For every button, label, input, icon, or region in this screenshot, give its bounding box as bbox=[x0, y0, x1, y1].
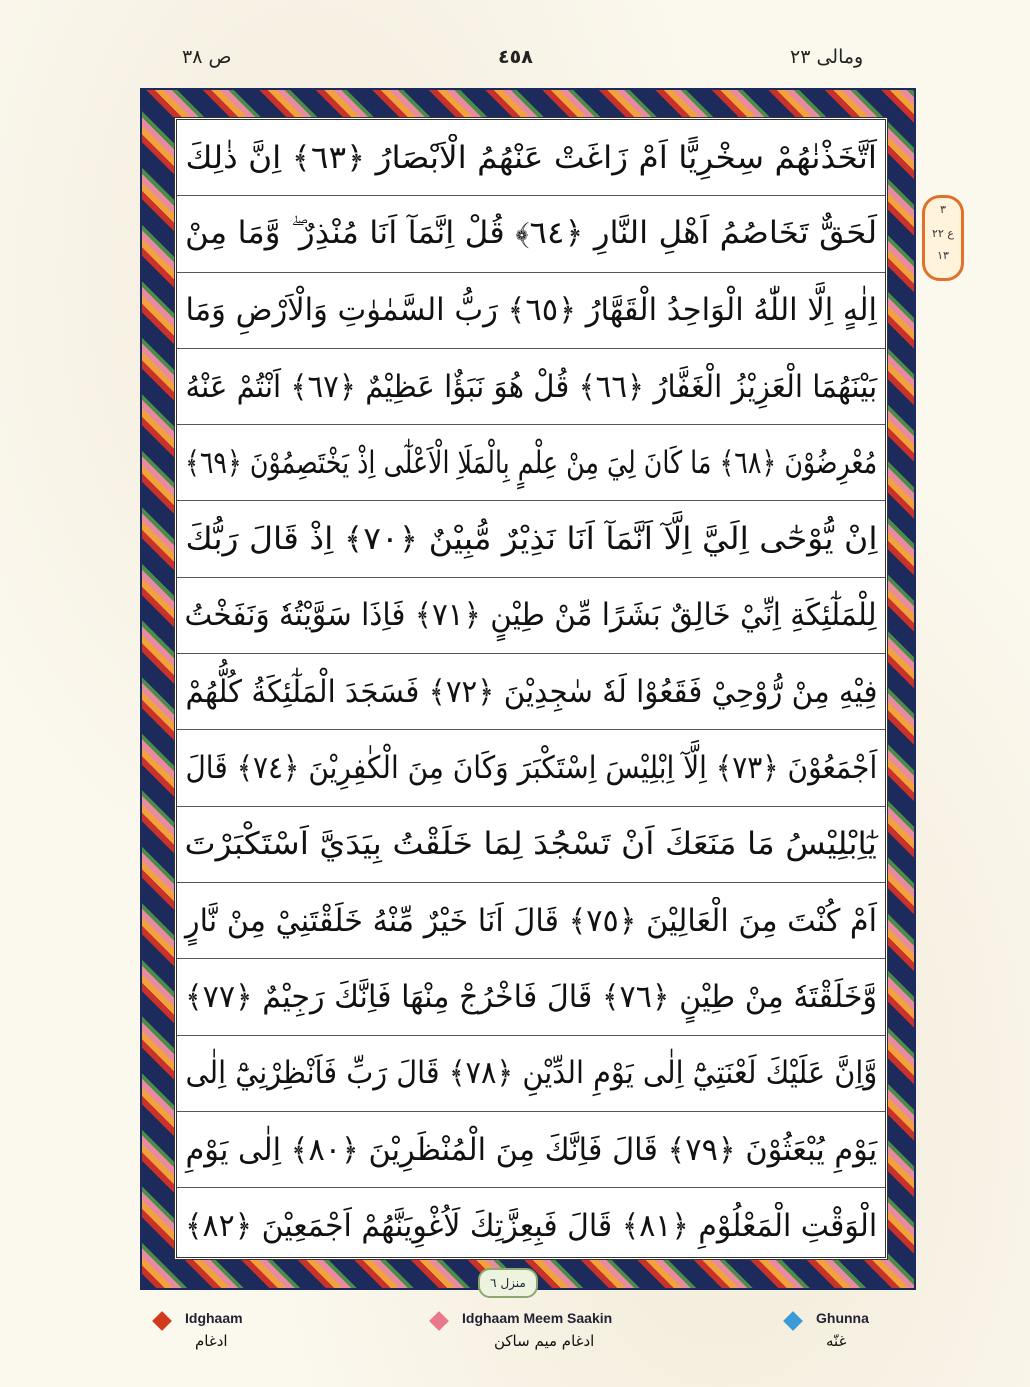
text-line bbox=[177, 959, 885, 1035]
line-text: يَوْمِ يُبْعَثُوْنَ ﴿٧٩﴾ قَالَ فَاِنَّكَ مِنَ الْمُنْظَرِيْنَ ﴿٨٠﴾ اِلٰى يَوْمِ bbox=[185, 1131, 877, 1168]
line-text: لِلْمَلٰٓئِكَةِ اِنِّيْ خَالِقٌ بَشَرًا مِّنْ طِيْنٍ ﴿٧١﴾ فَاِذَا سَوَّيْتُهٗ وَنَفَخْتُ bbox=[184, 597, 878, 634]
line-text: فِيْهِ مِنْ رُّوْحِيْ فَقَعُوْا لَهٗ سٰجِدِيْنَ ﴿٧٢﴾ فَسَجَدَ الْمَلٰٓئِكَةُ كُلُّهُمْ bbox=[185, 673, 877, 710]
ruku-middle: ع ٢٢ bbox=[932, 227, 954, 240]
ruku-bottom: ١٣ bbox=[937, 249, 949, 262]
text-line bbox=[177, 883, 885, 959]
legend-label-ar: ادغام میم ساکن bbox=[494, 1332, 595, 1350]
para-header: ومالی ٢٣ bbox=[790, 46, 864, 68]
text-line bbox=[177, 1188, 885, 1264]
line-text: يٰٓاِبْلِيْسُ مَا مَنَعَكَ اَنْ تَسْجُدَ لِمَا خَلَقْتُ بِيَدَيَّ اَسْتَكْبَرْتَ bbox=[184, 826, 878, 863]
surah-header: ص ٣٨ bbox=[182, 46, 232, 68]
text-line bbox=[177, 349, 885, 425]
text-line bbox=[177, 1112, 885, 1188]
blue-diamond-icon bbox=[783, 1311, 803, 1331]
line-text: اَجْمَعُوْنَ ﴿٧٣﴾ اِلَّآ اِبْلِيْسَ اِسْتَكْبَرَ وَكَانَ مِنَ الْكٰفِرِيْنَ ﴿٧٤﴾ قَالَ bbox=[185, 750, 877, 787]
text-line bbox=[177, 807, 885, 883]
legend-label: Ghunna bbox=[816, 1310, 869, 1326]
legend-label: Idghaam bbox=[185, 1310, 243, 1326]
legend-label-ar: ادغام bbox=[195, 1332, 228, 1350]
text-line bbox=[177, 273, 885, 349]
text-line bbox=[177, 730, 885, 806]
text-line bbox=[177, 578, 885, 654]
red-diamond-icon bbox=[152, 1311, 172, 1331]
ruku-top: ٣ bbox=[940, 203, 946, 216]
text-box bbox=[174, 117, 888, 1260]
line-text: اَتَّخَذْنٰهُمْ سِخْرِيًّا اَمْ زَاغَتْ عَنْهُمُ الْاَبْصَارُ ﴿٦٣﴾ اِنَّ ذٰلِكَ bbox=[185, 139, 877, 176]
line-text: اِنْ يُّوْحٰٓى اِلَيَّ اِلَّآ اَنَّمَآ اَنَا نَذِيْرٌ مُّبِيْنٌ ﴿٧٠﴾ اِذْ قَالَ رَبُّكَ bbox=[184, 521, 878, 558]
text-line bbox=[177, 654, 885, 730]
text-line bbox=[177, 501, 885, 577]
text-line bbox=[177, 1036, 885, 1112]
line-text: بَيْنَهُمَا الْعَزِيْزُ الْغَفَّارُ ﴿٦٦﴾ قُلْ هُوَ نَبَؤٌا عَظِيْمٌ ﴿٦٧﴾ اَنْتُمْ عَنْهُ bbox=[185, 368, 877, 405]
line-text: وَّاِنَّ عَلَيْكَ لَعْنَتِيْٓ اِلٰى يَوْمِ الدِّيْنِ ﴿٧٨﴾ قَالَ رَبِّ فَاَنْظِرْنِيْٓ اِلٰى bbox=[185, 1055, 877, 1092]
text-line bbox=[177, 425, 885, 501]
text-line bbox=[177, 196, 885, 272]
text-line bbox=[177, 120, 885, 196]
legend-label: Idghaam Meem Saakin bbox=[462, 1310, 613, 1326]
page-number: ٤٥٨ bbox=[498, 46, 533, 68]
line-text: اِلٰهٍ اِلَّا اللّٰهُ الْوَاحِدُ الْقَهَّارُ ﴿٦٥﴾ رَبُّ السَّمٰوٰتِ وَالْاَرْضِ وَمَا bbox=[185, 292, 877, 329]
line-text: مُعْرِضُوْنَ ﴿٦٨﴾ مَا كَانَ لِيَ مِنْ عِلْمٍ بِالْمَلَاِ الْاَعْلٰٓى اِذْ يَخْتَصِمُوْنَ ﴿٦٩﴾ bbox=[184, 444, 878, 481]
ruku-marker bbox=[922, 195, 964, 281]
line-text: اَمْ كُنْتَ مِنَ الْعَالِيْنَ ﴿٧٥﴾ قَالَ اَنَا خَيْرٌ مِّنْهُ خَلَقْتَنِيْ مِنْ نَّارٍ bbox=[184, 902, 878, 939]
pink-diamond-icon bbox=[429, 1311, 449, 1331]
line-text: وَّخَلَقْتَهٗ مِنْ طِيْنٍ ﴿٧٦﴾ قَالَ فَاخْرُجْ مِنْهَا فَاِنَّكَ رَجِيْمٌ ﴿٧٧﴾ bbox=[184, 978, 878, 1015]
legend-label-ar: غنّه bbox=[826, 1332, 847, 1350]
ornamental-border bbox=[140, 88, 916, 1290]
line-text: لَحَقٌّ تَخَاصُمُ اَهْلِ النَّارِ ﴿٦٤﴾ قُلْ اِنَّمَآ اَنَا مُنْذِرٌ ۖ وَّمَا مِنْ bbox=[184, 215, 878, 252]
manzil-marker: منزل ٦ bbox=[478, 1268, 538, 1298]
line-text: الْوَقْتِ الْمَعْلُوْمِ ﴿٨١﴾ قَالَ فَبِعِزَّتِكَ لَاُغْوِيَنَّهُمْ اَجْمَعِيْنَ ﴿٨٢﴾ bbox=[184, 1208, 878, 1245]
